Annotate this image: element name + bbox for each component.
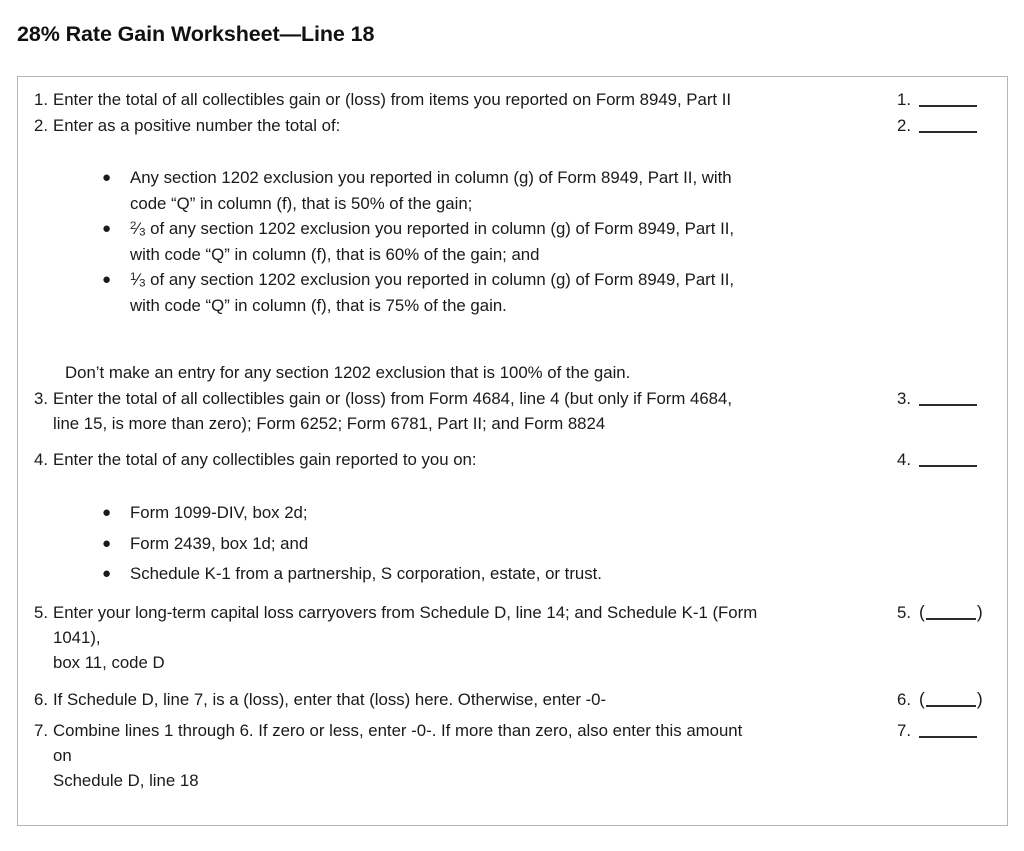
line-number-7: 7. bbox=[34, 721, 48, 740]
line-number-5: 5. bbox=[34, 603, 48, 622]
paren-open: ( bbox=[919, 689, 925, 709]
entry-number-1: 1. bbox=[897, 90, 911, 109]
bullet-text: Form 2439, box 1d; and bbox=[130, 533, 309, 553]
line-text-6: If Schedule D, line 7, is a (loss), enter that (loss) here. Otherwise, enter -0- bbox=[53, 690, 607, 709]
entry-blank-2[interactable] bbox=[919, 117, 977, 133]
entry-number-4: 4. bbox=[897, 450, 911, 469]
line-text-7-part2: on bbox=[53, 746, 72, 765]
page-title: 28% Rate Gain Worksheet—Line 18 bbox=[17, 22, 375, 46]
fraction-numerator: 1 bbox=[130, 270, 137, 283]
line-text-3-part1: Enter the total of all collectibles gain or (loss) from Form 4684, line 4 (but only if Form 4684, bbox=[53, 389, 733, 408]
bullet-text: Schedule K-1 from a partnership, S corporation, estate, or trust. bbox=[130, 564, 602, 583]
entry-number-3: 3. bbox=[897, 389, 911, 408]
line-entry-3[interactable] bbox=[887, 386, 1007, 411]
line-entry-5[interactable] bbox=[887, 600, 1007, 625]
line-text-5-part3: box 11, code D bbox=[53, 653, 165, 672]
entry-blank-1[interactable] bbox=[919, 91, 977, 107]
bullet-dot-icon: ● bbox=[102, 565, 112, 582]
note-paragraph: Don’t make an entry for any section 1202 exclusion that is 100% of the gain. bbox=[65, 363, 631, 382]
bullet-dot-icon: ● bbox=[102, 169, 112, 186]
entry-number-2: 2. bbox=[897, 116, 911, 135]
list-item bbox=[18, 216, 1009, 267]
bullet-dot-icon: ● bbox=[102, 534, 112, 552]
fraction-numerator: 2 bbox=[130, 219, 137, 232]
entry-blank-6[interactable] bbox=[926, 691, 976, 707]
list-item bbox=[18, 529, 1009, 560]
line-entry-7[interactable] bbox=[887, 718, 1007, 743]
entry-blank-5[interactable] bbox=[926, 604, 976, 620]
worksheet-box bbox=[17, 76, 1008, 826]
paren-open: ( bbox=[919, 602, 925, 622]
bullet-text bbox=[130, 216, 890, 242]
line-entry-6[interactable] bbox=[887, 687, 1007, 712]
entry-number-7: 7. bbox=[897, 721, 911, 740]
line-entry-1[interactable] bbox=[887, 87, 1007, 112]
bullet-text: Any section 1202 exclusion you reported in column (g) of Form 8949, Part II, with bbox=[130, 168, 732, 187]
entry-number-6: 6. bbox=[897, 690, 911, 709]
bullet-dot-icon: ● bbox=[102, 504, 112, 521]
line-number-3: 3. bbox=[34, 389, 48, 408]
entry-number-5: 5. bbox=[897, 603, 911, 622]
bullet-text bbox=[130, 267, 890, 293]
bullet-list-line-4 bbox=[18, 498, 1009, 590]
line-text-5-part2: 1041), bbox=[53, 628, 101, 647]
line-text-3-part2: line 15, is more than zero); Form 6252; Form 6781, Part II; and Form 8824 bbox=[53, 414, 606, 433]
bullet-text: Form 1099-DIV, box 2d; bbox=[130, 503, 308, 522]
bullet-text-cont: with code “Q” in column (f), that is 75% of the gain. bbox=[130, 295, 507, 315]
entry-blank-7[interactable] bbox=[919, 722, 977, 738]
line-number-2: 2. bbox=[34, 116, 48, 135]
line-number-6: 6. bbox=[34, 690, 48, 709]
fraction-slash: ⁄ bbox=[136, 270, 140, 289]
list-item bbox=[18, 498, 1009, 529]
line-text-7-part3: Schedule D, line 18 bbox=[53, 771, 199, 790]
line-text-4: Enter the total of any collectibles gain reported to you on: bbox=[53, 450, 477, 469]
fraction-one-third bbox=[130, 270, 146, 289]
line-text-1: Enter the total of all collectibles gain or (loss) from items you reported on Form 8949, Part II bbox=[53, 90, 732, 109]
bullet-text-cont: code “Q” in column (f), that is 50% of the gain; bbox=[130, 193, 473, 213]
bullet-list-line-2 bbox=[18, 165, 1009, 318]
bullet-text-cont: with code “Q” in column (f), that is 60% of the gain; and bbox=[130, 244, 540, 264]
fraction-denominator: 3 bbox=[139, 277, 146, 290]
line-text-5-part1: Enter your long-term capital loss carryovers from Schedule D, line 14; and Schedule K-1 (Form bbox=[53, 603, 758, 622]
list-item bbox=[18, 165, 1009, 216]
line-number-1: 1. bbox=[34, 90, 48, 109]
line-text-7-part1: Combine lines 1 through 6. If zero or less, enter -0-. If more than zero, also enter this amount bbox=[53, 721, 743, 740]
line-entry-2[interactable] bbox=[887, 113, 1007, 138]
entry-blank-4[interactable] bbox=[919, 451, 977, 467]
bullet-dot-icon: ● bbox=[102, 271, 112, 288]
list-item bbox=[18, 267, 1009, 318]
line-text-2: Enter as a positive number the total of: bbox=[53, 116, 341, 135]
bullet-text-body: of any section 1202 exclusion you reported in column (g) of Form 8949, Part II, bbox=[145, 270, 735, 289]
line-text-7 bbox=[53, 718, 901, 793]
entry-blank-3[interactable] bbox=[919, 390, 977, 406]
line-entry-4[interactable] bbox=[887, 447, 1007, 472]
fraction-denominator: 3 bbox=[139, 226, 146, 239]
fraction-two-thirds bbox=[130, 219, 146, 238]
paren-close: ) bbox=[976, 602, 983, 622]
fraction-slash: ⁄ bbox=[136, 219, 140, 238]
line-number-4: 4. bbox=[34, 450, 48, 469]
line-text-3 bbox=[53, 386, 883, 436]
list-item bbox=[18, 559, 1009, 590]
line-text-5 bbox=[53, 600, 908, 675]
paren-close: ) bbox=[976, 689, 983, 709]
bullet-dot-icon: ● bbox=[102, 220, 112, 237]
bullet-text-body: of any section 1202 exclusion you reported in column (g) of Form 8949, Part II, bbox=[145, 219, 735, 238]
